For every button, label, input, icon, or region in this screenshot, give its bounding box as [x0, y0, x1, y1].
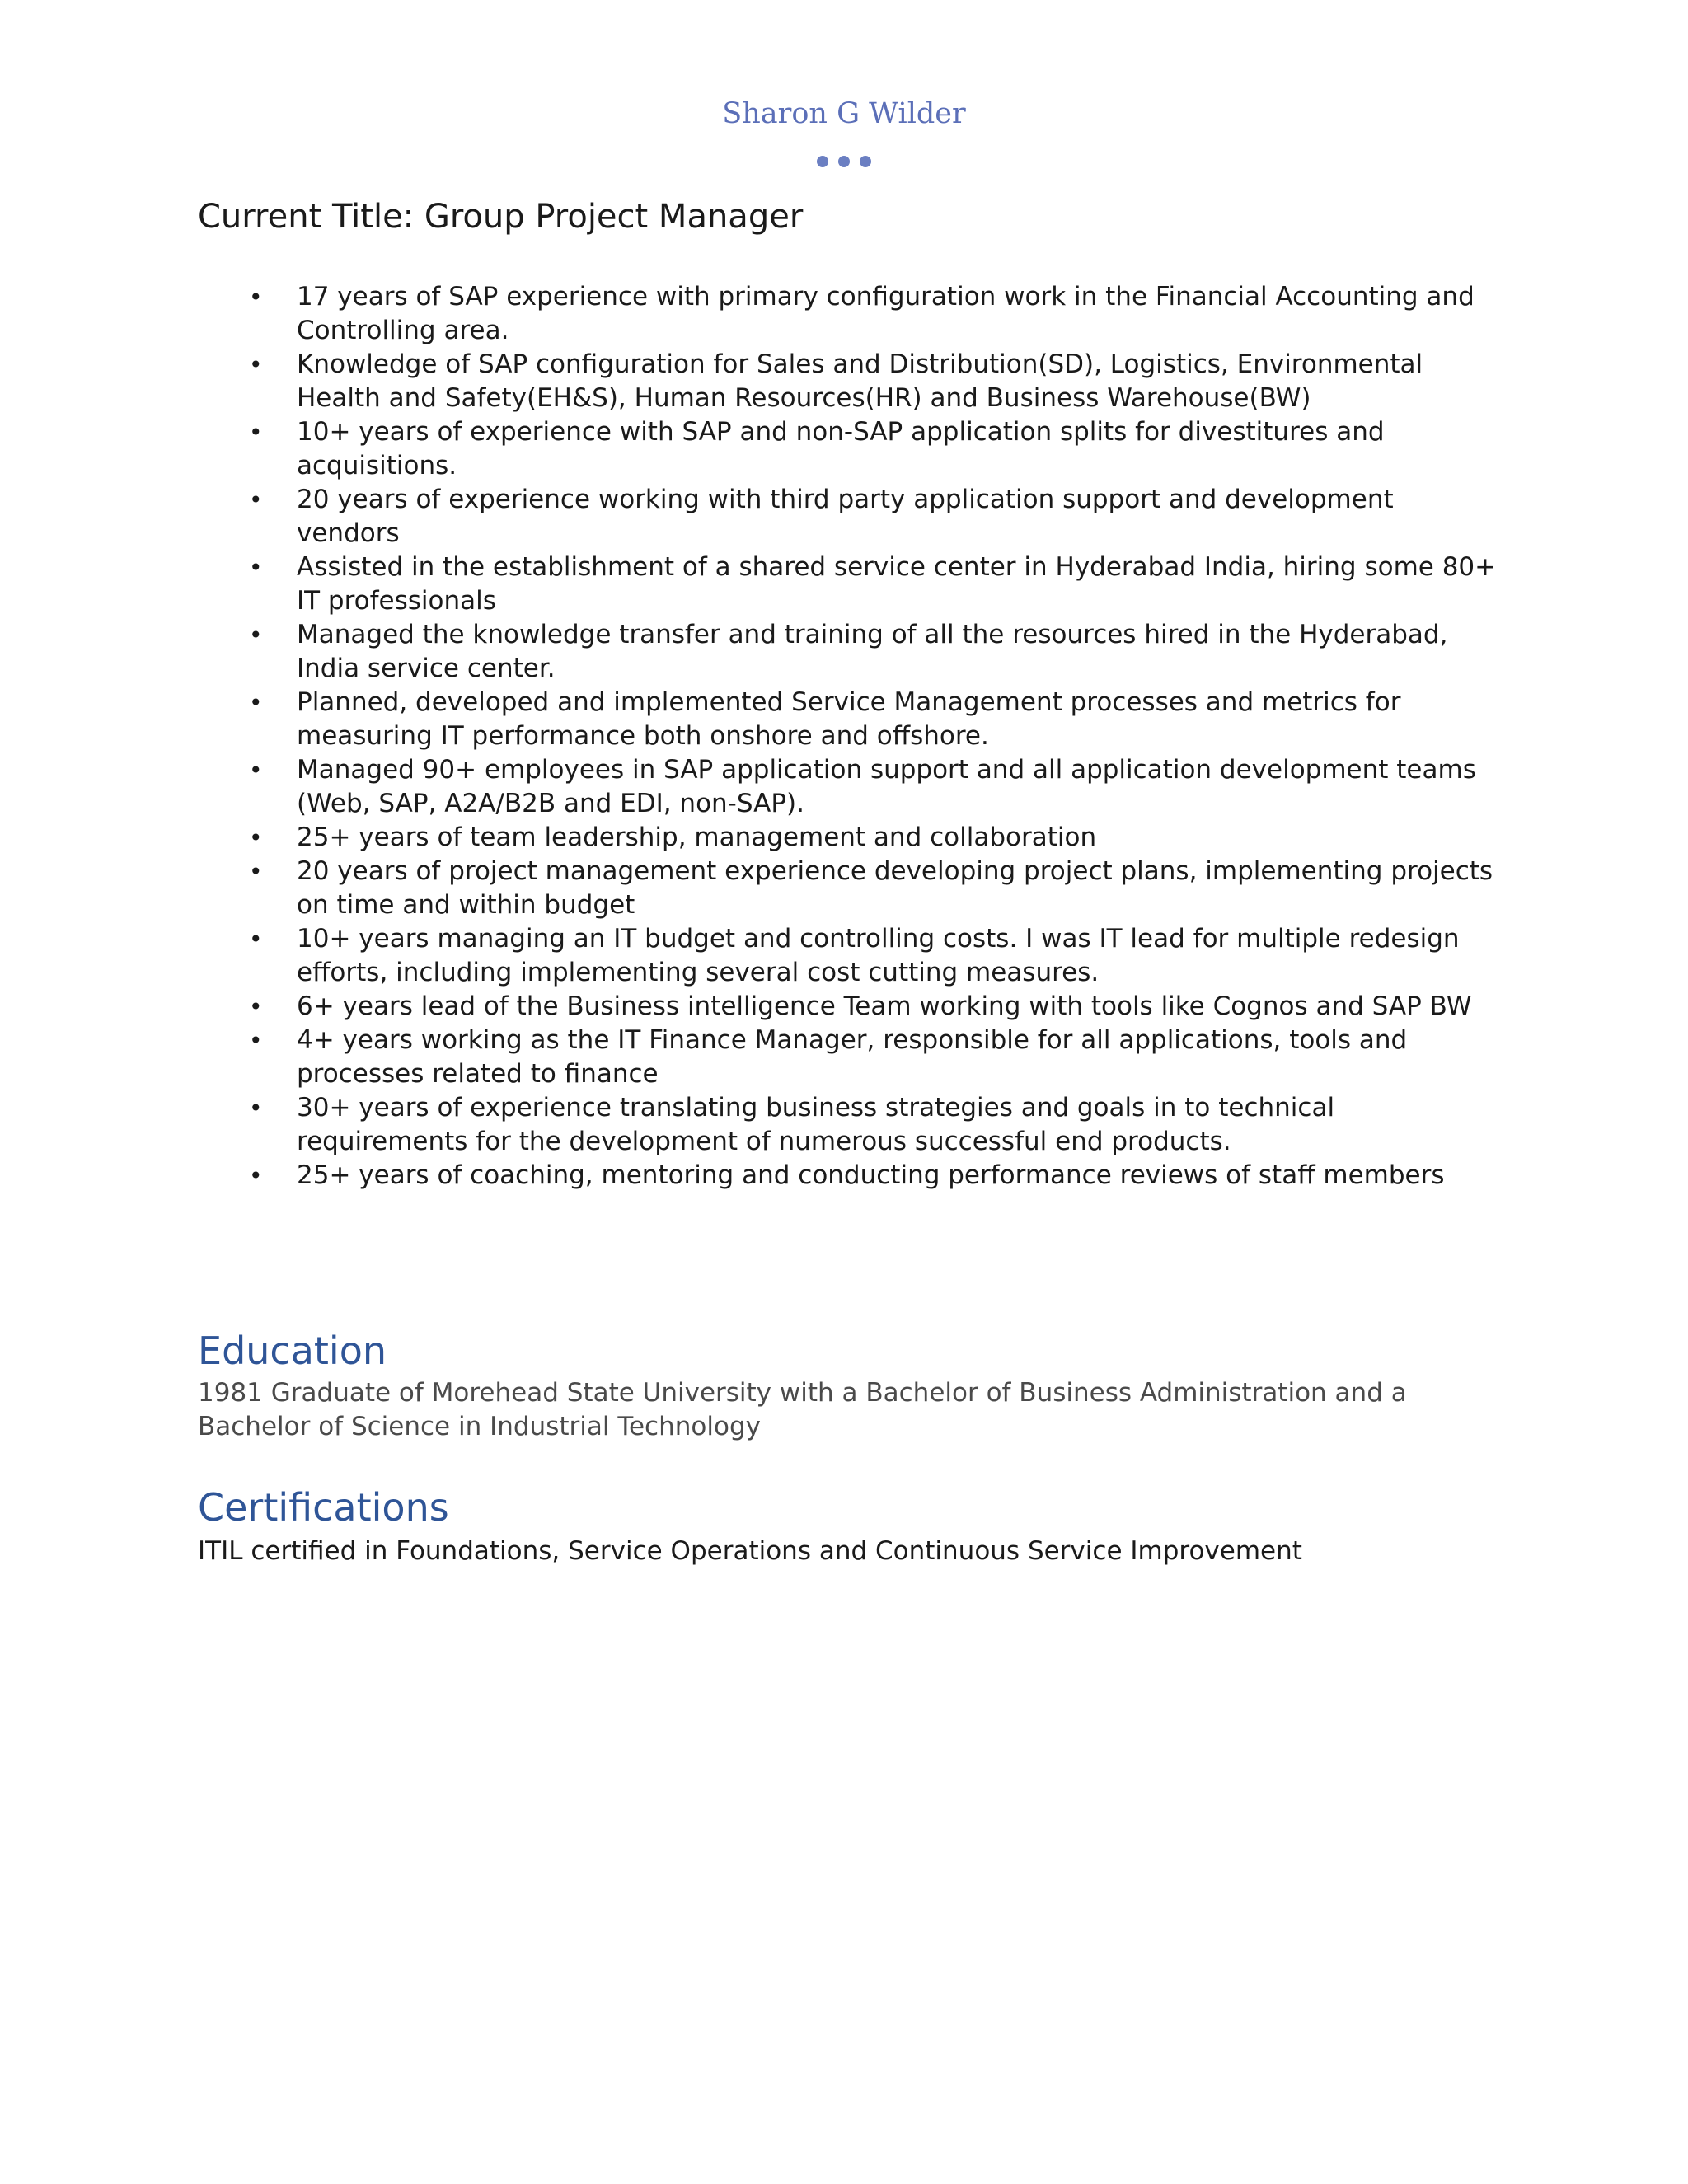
list-item: [198, 855, 1500, 922]
header-divider-dots: [0, 155, 1688, 171]
bullet-icon: •: [249, 419, 263, 446]
list-item: [198, 483, 1500, 551]
bullet-text: Managed the knowledge transfer and training of all the resources hired in the Hyderabad, India service center.: [297, 620, 1448, 683]
bullet-icon: •: [249, 993, 263, 1020]
bullet-icon: •: [249, 858, 263, 885]
experience-bullet-list: [198, 280, 1500, 1193]
list-item: [198, 618, 1500, 686]
list-item: [198, 1091, 1500, 1159]
bullet-icon: •: [249, 554, 263, 581]
bullet-text: 25+ years of team leadership, management and collaboration: [297, 823, 1097, 852]
bullet-text: 6+ years lead of the Business intelligence Team working with tools like Cognos and SAP BW: [297, 991, 1472, 1021]
divider-dot-icon: [817, 156, 828, 167]
bullet-text: 17 years of SAP experience with primary configuration work in the Financial Accounting and Controlling area.: [297, 282, 1475, 345]
certifications-text: ITIL certified in Foundations, Service Operations and Continuous Service Improvement: [198, 1536, 1302, 1566]
list-item: [198, 821, 1500, 855]
bullet-text: 25+ years of coaching, mentoring and conducting performance reviews of staff members: [297, 1160, 1445, 1190]
bullet-icon: •: [249, 757, 263, 784]
bullet-icon: •: [249, 689, 263, 716]
bullet-icon: •: [249, 1162, 263, 1189]
bullet-text: Managed 90+ employees in SAP application support and all application development teams (Web, SAP, A2A/B2B and EDI, non-SAP).: [297, 755, 1476, 818]
bullet-text: Knowledge of SAP configuration for Sales and Distribution(SD), Logistics, Environmental Health and Safety(EH&S), Human Resources(HR) and Business Warehouse(BW): [297, 349, 1423, 413]
list-item: [198, 922, 1500, 990]
bullet-icon: •: [249, 621, 263, 649]
list-item: [198, 280, 1500, 348]
bullet-icon: •: [249, 284, 263, 311]
candidate-name: Sharon G Wilder: [722, 97, 966, 130]
list-item: [198, 1024, 1500, 1091]
bullet-icon: •: [249, 486, 263, 513]
education-heading: Education: [198, 1329, 387, 1373]
list-item: [198, 753, 1500, 821]
bullet-icon: •: [249, 351, 263, 378]
bullet-text: 10+ years managing an IT budget and controlling costs. I was IT lead for multiple redesign efforts, including implementing several cost cutting measures.: [297, 924, 1460, 987]
current-title: Current Title: Group Project Manager: [198, 198, 804, 236]
bullet-text: Assisted in the establishment of a shared service center in Hyderabad India, hiring some 80+ IT professionals: [297, 552, 1497, 616]
bullet-text: Planned, developed and implemented Service Management processes and metrics for measuring IT performance both onshore and offshore.: [297, 687, 1401, 751]
list-item: [198, 415, 1500, 483]
bullet-text: 4+ years working as the IT Finance Manager, responsible for all applications, tools and processes related to finance: [297, 1025, 1408, 1089]
bullet-icon: •: [249, 1094, 263, 1122]
bullet-text: 10+ years of experience with SAP and non-SAP application splits for divestitures and acquisitions.: [297, 417, 1385, 480]
bullet-text: 20 years of experience working with third party application support and development vendors: [297, 485, 1394, 548]
divider-dot-icon: [838, 156, 850, 167]
list-item: [198, 551, 1500, 618]
bullet-icon: •: [249, 824, 263, 851]
education-text: 1981 Graduate of Morehead State University with a Bachelor of Business Administration and a Bachelor of Science in Industrial Technology: [198, 1378, 1407, 1441]
list-item: [198, 686, 1500, 753]
list-item: [198, 990, 1500, 1024]
certifications-heading: Certifications: [198, 1485, 449, 1530]
divider-dot-icon: [860, 156, 871, 167]
bullet-icon: •: [249, 1027, 263, 1054]
bullet-icon: •: [249, 926, 263, 953]
bullet-text: 30+ years of experience translating business strategies and goals in to technical requirements for the development of numerous successful end products.: [297, 1093, 1335, 1156]
list-item: [198, 348, 1500, 415]
bullet-text: 20 years of project management experience developing project plans, implementing projects on time and within budget: [297, 856, 1493, 920]
list-item: [198, 1159, 1500, 1193]
